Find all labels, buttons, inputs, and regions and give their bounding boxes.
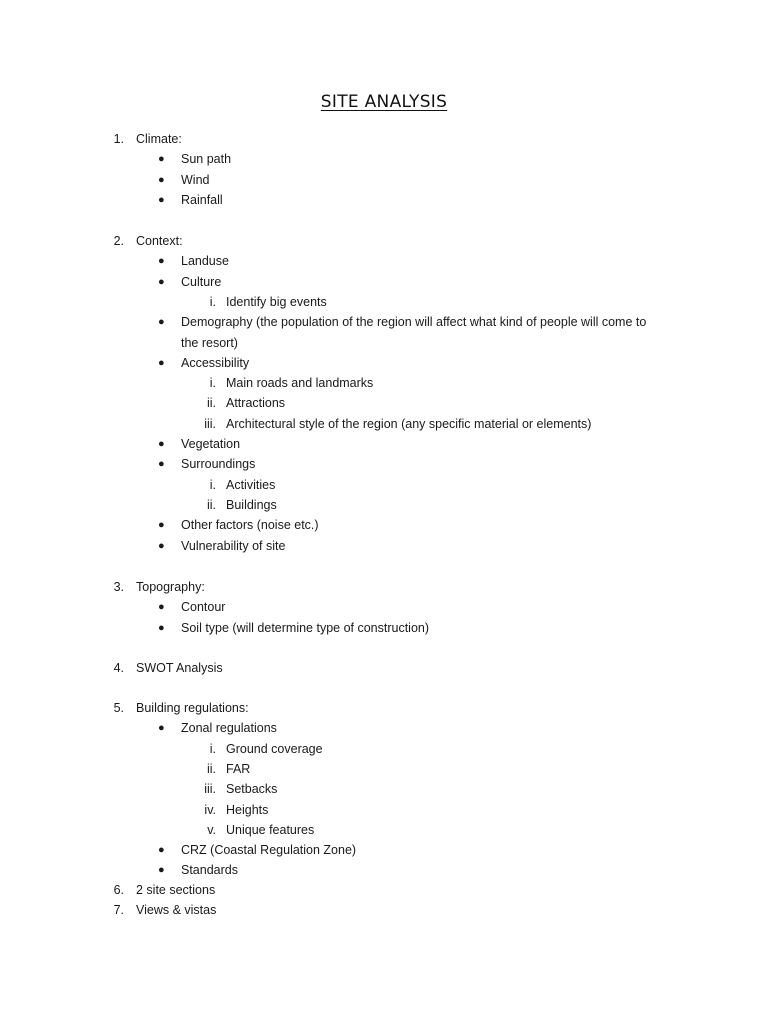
bullet-item: Wind: [181, 172, 210, 187]
section-heading: Topography:: [136, 580, 205, 594]
bullet-icon: ●: [158, 255, 165, 268]
sub-item: Attractions: [226, 396, 286, 411]
section-number: 1.: [113, 132, 124, 146]
section-heading: SWOT Analysis: [136, 661, 223, 675]
sub-item: Identify big events: [226, 294, 327, 309]
bullet-item: Other factors (noise etc.): [181, 518, 319, 533]
bullet-icon: ●: [158, 458, 165, 471]
bullet-icon: ●: [158, 438, 165, 450]
section-number: 3.: [113, 580, 124, 594]
roman-numeral: ii.: [206, 497, 216, 512]
sub-item: Activities: [226, 477, 276, 492]
bullet-item: Zonal regulations: [181, 721, 277, 736]
section-number: 4.: [113, 661, 124, 675]
roman-numeral: i.: [209, 741, 216, 756]
roman-numeral: ii.: [206, 396, 216, 411]
bullet-icon: ●: [158, 173, 165, 186]
sub-item: Main roads and landmarks: [226, 376, 374, 391]
page-title: SITE ANALYSIS: [320, 92, 448, 112]
bullet-icon: ●: [158, 864, 165, 877]
bullet-icon: ●: [158, 601, 165, 614]
roman-numeral: iii.: [204, 782, 216, 797]
sub-item: Architectural style of the region (any specific material or elements): [226, 416, 592, 431]
section-number: 6.: [113, 883, 124, 897]
bullet-icon: ●: [158, 844, 165, 857]
section-heading: Views & vistas: [136, 903, 217, 917]
bullet-item: Soil type (will determine type of construction): [181, 620, 430, 635]
roman-numeral: ii.: [206, 761, 216, 776]
section-heading: 2 site sections: [136, 883, 216, 897]
section-heading: Climate:: [136, 132, 182, 146]
bullet-item: Accessibility: [181, 355, 250, 370]
bullet-icon: ●: [158, 316, 165, 329]
bullet-icon: ●: [158, 275, 165, 288]
sub-item: Heights: [226, 802, 269, 817]
bullet-item: Surroundings: [181, 457, 256, 472]
sub-item: FAR: [226, 761, 251, 776]
bullet-item: Rainfall: [181, 192, 223, 207]
sub-item: Setbacks: [226, 782, 278, 797]
bullet-item: Standards: [181, 863, 238, 878]
bullet-item: Contour: [181, 600, 226, 615]
sub-item: Buildings: [226, 497, 277, 512]
bullet-icon: ●: [158, 621, 165, 634]
bullet-item: Vegetation: [181, 437, 241, 451]
bullet-item: Demography (the population of the region will affect what kind of people will come to: [181, 315, 647, 330]
roman-numeral: iii.: [204, 416, 216, 431]
section-number: 2.: [113, 234, 124, 248]
roman-numeral: i.: [209, 376, 216, 391]
roman-numeral: v.: [207, 822, 216, 837]
bullet-item: Sun path: [181, 152, 232, 167]
roman-numeral: iv.: [204, 802, 216, 817]
bullet-item: Culture: [181, 274, 222, 289]
section-number: 7.: [113, 903, 124, 917]
sub-item: Unique features: [226, 822, 315, 837]
bullet-item: Vulnerability of site: [181, 538, 286, 553]
roman-numeral: i.: [209, 477, 216, 492]
sub-item: Ground coverage: [226, 741, 323, 756]
bullet-icon: ●: [158, 356, 165, 369]
section-heading: Context:: [136, 234, 183, 248]
bullet-icon: ●: [158, 722, 165, 735]
bullet-item: Landuse: [181, 254, 229, 269]
bullet-icon: ●: [158, 153, 165, 166]
bullet-item-continuation: the resort): [181, 335, 238, 350]
section-heading: Building regulations:: [136, 701, 249, 715]
bullet-icon: ●: [158, 193, 165, 206]
bullet-icon: ●: [158, 539, 165, 552]
section-number: 5.: [113, 701, 124, 715]
bullet-item: CRZ (Coastal Regulation Zone): [181, 843, 357, 858]
bullet-icon: ●: [158, 519, 165, 532]
roman-numeral: i.: [209, 294, 216, 309]
